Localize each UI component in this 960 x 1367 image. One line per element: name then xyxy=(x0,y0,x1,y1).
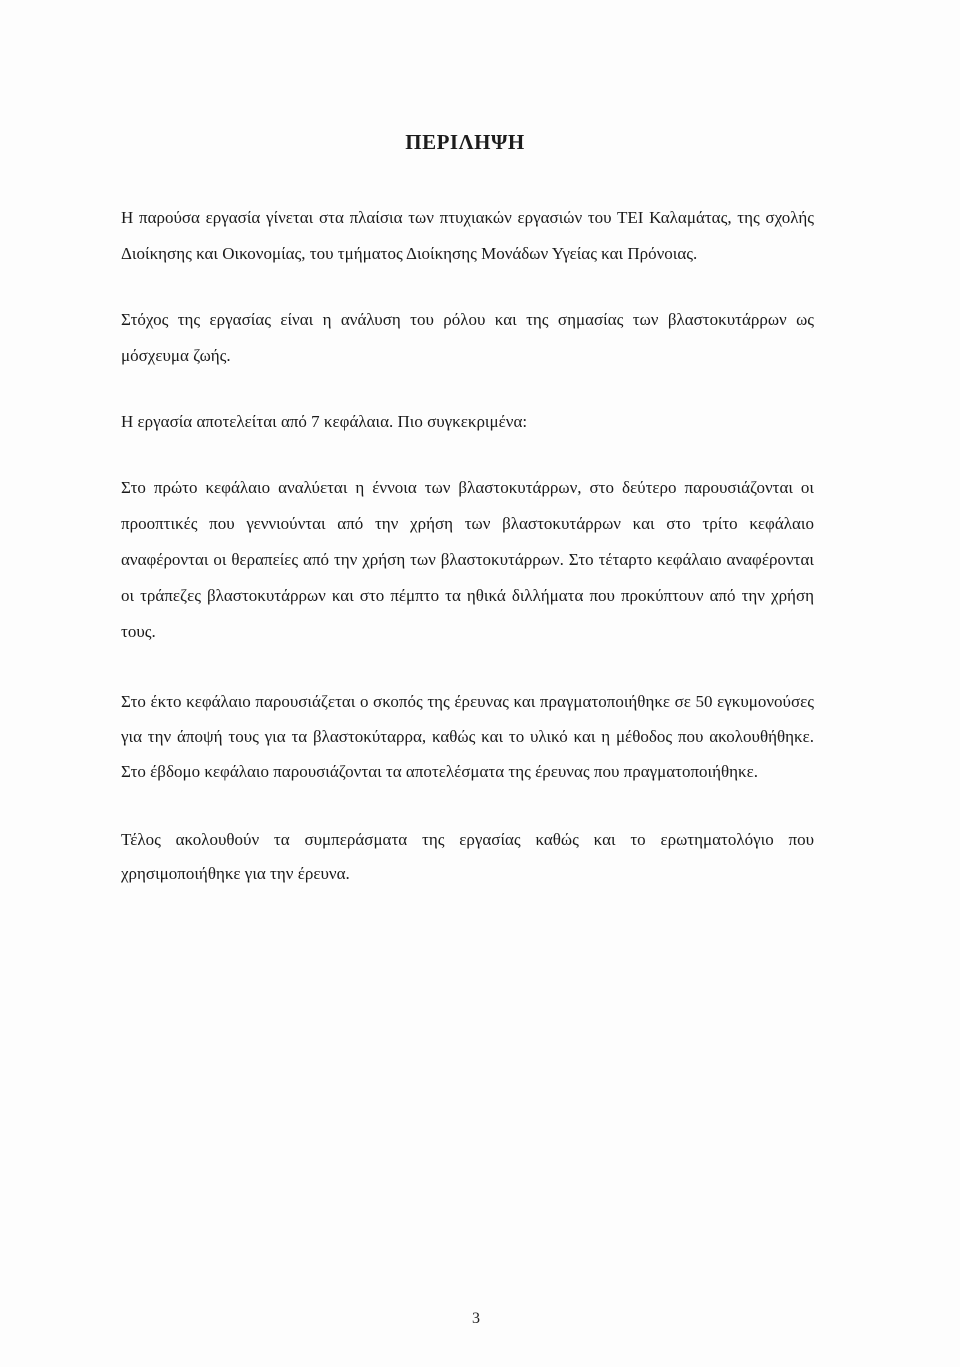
paragraph-goal: Στόχος της εργασίας είναι η ανάλυση του ρόλου και της σημασίας των βλαστοκυτάρρων ως μόσχευμα ζωής. xyxy=(121,310,814,365)
page-number: 3 xyxy=(472,1310,480,1327)
abstract-body xyxy=(121,200,814,891)
paragraph-chapters-1-5: Στο πρώτο κεφάλαιο αναλύεται η έννοια των βλαστοκυτάρρων, στο δεύτερο παρουσιάζονται οι προοπτικές που γεννιούνται από την χρήση των βλαστοκυτάρρων και στο τρίτο κεφάλαιο αναφέρονται οι θεραπείες από την χρήση των βλαστοκυτάρρων. Στο τέταρτο κεφάλαιο αναφέρονται οι τράπεζες βλαστοκυτάρρων και στο πέμπτο τα ηθικά διλλήματα που προκύπτουν από την χρήση τους. xyxy=(121,478,814,641)
page-title: ΠΕΡΙΛΗΨΗ xyxy=(405,130,525,154)
paragraph-conclusion: Τέλος ακολουθούν τα συμπεράσματα της εργασίας καθώς και το ερωτηματολόγιο που χρησιμοποιήθηκε για την έρευνα. xyxy=(121,830,814,883)
paragraph-chapters-6-7: Στο έκτο κεφάλαιο παρουσιάζεται ο σκοπός της έρευνας και πραγματοποιήθηκε σε 50 εγκυμονούσες για την άποψή τους για τα βλαστοκύταρρα, καθώς και το υλικό και η μέθοδος που ακολουθήθηκε. Στο έβδομο κεφάλαιο παρουσιάζονται τα αποτελέσματα της έρευνας που πραγματοποιήθηκε. xyxy=(121,692,814,781)
paragraph-intro: Η παρούσα εργασία γίνεται στα πλαίσια των πτυχιακών εργασιών του ΤΕΙ Καλαμάτας, της σχολής Διοίκησης και Οικονομίας, του τμήματος Διοίκησης Μονάδων Υγείας και Πρόνοιας. xyxy=(121,208,814,263)
paragraph-structure: Η εργασία αποτελείται από 7 κεφάλαια. Πιο συγκεκριμένα: xyxy=(121,412,528,431)
